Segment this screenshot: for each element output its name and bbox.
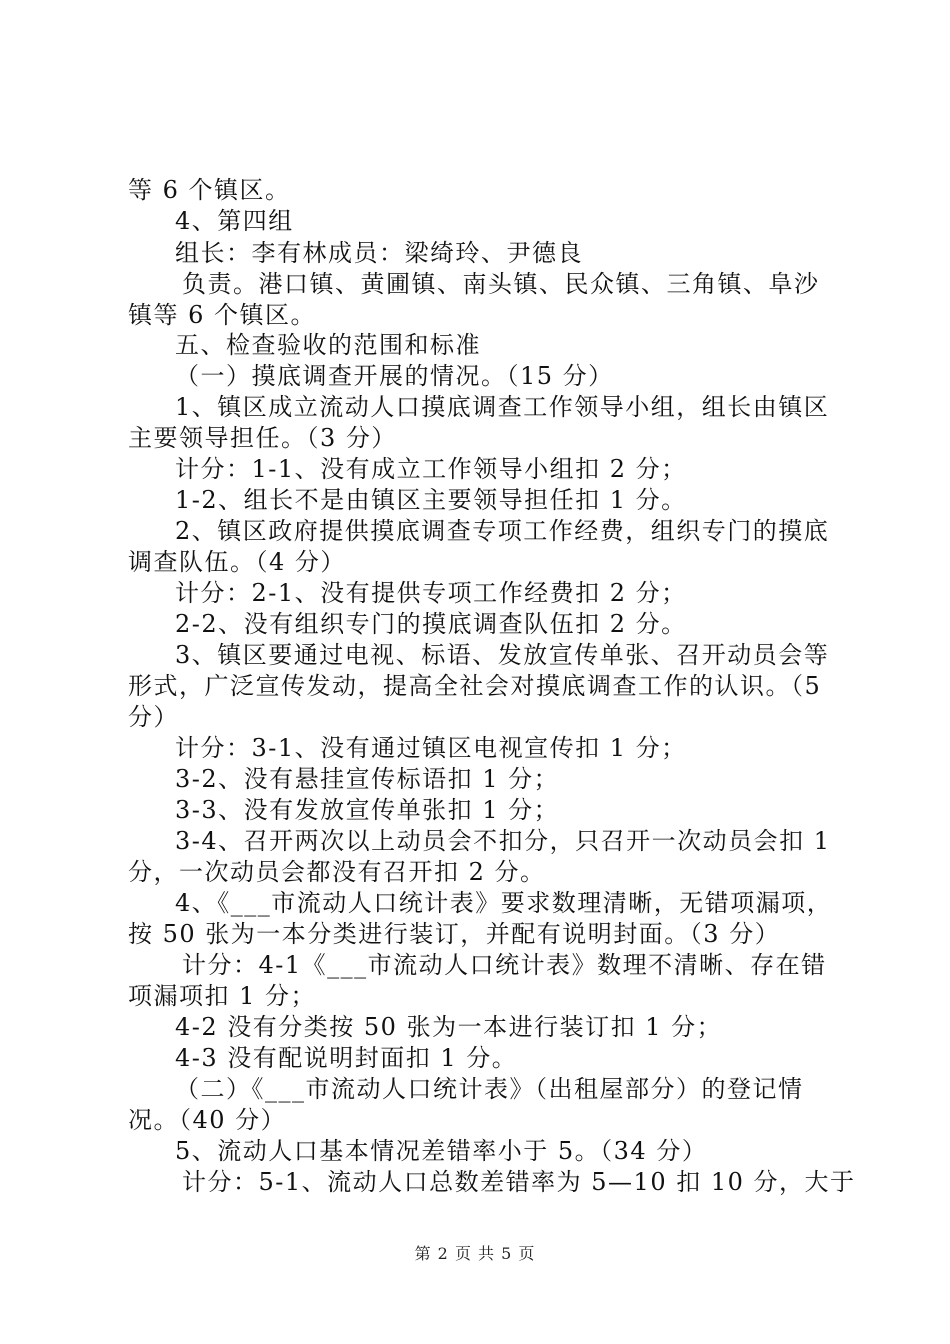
text-line: 分） xyxy=(128,703,179,731)
section-heading: 五、检查验收的范围和标准 xyxy=(175,331,481,359)
text-line: 3、镇区要通过电视、标语、发放宣传单张、召开动员会等 xyxy=(175,641,830,669)
text-line: 5、流动人口基本情况差错率小于 5。（34 分） xyxy=(175,1137,708,1165)
text-line: 按 50 张为一本分类进行装订，并配有说明封面。（3 分） xyxy=(128,920,781,948)
text-line: 3-4、召开两次以上动员会不扣分，只召开一次动员会扣 1 xyxy=(175,827,831,855)
text-line: 形式，广泛宣传发动，提高全社会对摸底调查工作的认识。（5 xyxy=(128,672,822,700)
text-line: 计分：3-1、没有通过镇区电视宣传扣 1 分； xyxy=(175,734,687,762)
text-line: 3-3、没有发放宣传单张扣 1 分； xyxy=(175,796,560,824)
text-line: 3-2、没有悬挂宣传标语扣 1 分； xyxy=(175,765,560,793)
text-line: 2-2、没有组织专门的摸底调查队伍扣 2 分。 xyxy=(175,610,687,638)
text-line: 主要领导担任。（3 分） xyxy=(128,424,397,452)
text-line: 项漏项扣 1 分； xyxy=(128,982,317,1010)
text-line: 1、镇区成立流动人口摸底调查工作领导小组，组长由镇区 xyxy=(175,393,830,421)
text-line: 等 6 个镇区。 xyxy=(128,176,291,204)
text-line: 4、第四组 xyxy=(175,207,294,235)
text-line: 分，一次动员会都没有召开扣 2 分。 xyxy=(128,858,546,886)
page-footer: 第 2 页 共 5 页 xyxy=(414,1244,536,1263)
text-line: 计分：5-1、流动人口总数差错率为 5—10 扣 10 分，大于 xyxy=(182,1168,856,1196)
text-line: 计分：1-1、没有成立工作领导小组扣 2 分； xyxy=(175,455,687,483)
text-line: 调查队伍。（4 分） xyxy=(128,548,346,576)
text-line: 4-2 没有分类按 50 张为一本进行装订扣 1 分； xyxy=(175,1013,723,1041)
text-line: 计分：2-1、没有提供专项工作经费扣 2 分； xyxy=(175,579,687,607)
text-line: 计分：4-1《___市流动人口统计表》数理不清晰、存在错 xyxy=(182,951,827,979)
text-line: 2、镇区政府提供摸底调查专项工作经费，组织专门的摸底 xyxy=(175,517,830,545)
text-line: 镇等 6 个镇区。 xyxy=(128,301,317,329)
subsection-heading: （一）摸底调查开展的情况。（15 分） xyxy=(175,362,614,390)
text-line: 况。（40 分） xyxy=(128,1106,287,1134)
subsection-heading: （二）《___市流动人口统计表》（出租屋部分）的登记情 xyxy=(175,1075,804,1103)
text-line: 1-2、组长不是由镇区主要领导担任扣 1 分。 xyxy=(175,486,687,514)
text-line: 4、《___市流动人口统计表》要求数理清晰，无错项漏项， xyxy=(175,889,833,917)
text-line: 负责。港口镇、黄圃镇、南头镇、民众镇、三角镇、阜沙 xyxy=(182,270,820,298)
text-line: 4-3 没有配说明封面扣 1 分。 xyxy=(175,1044,518,1072)
text-line: 组长：李有林成员：梁绮玲、尹德良 xyxy=(175,239,583,267)
